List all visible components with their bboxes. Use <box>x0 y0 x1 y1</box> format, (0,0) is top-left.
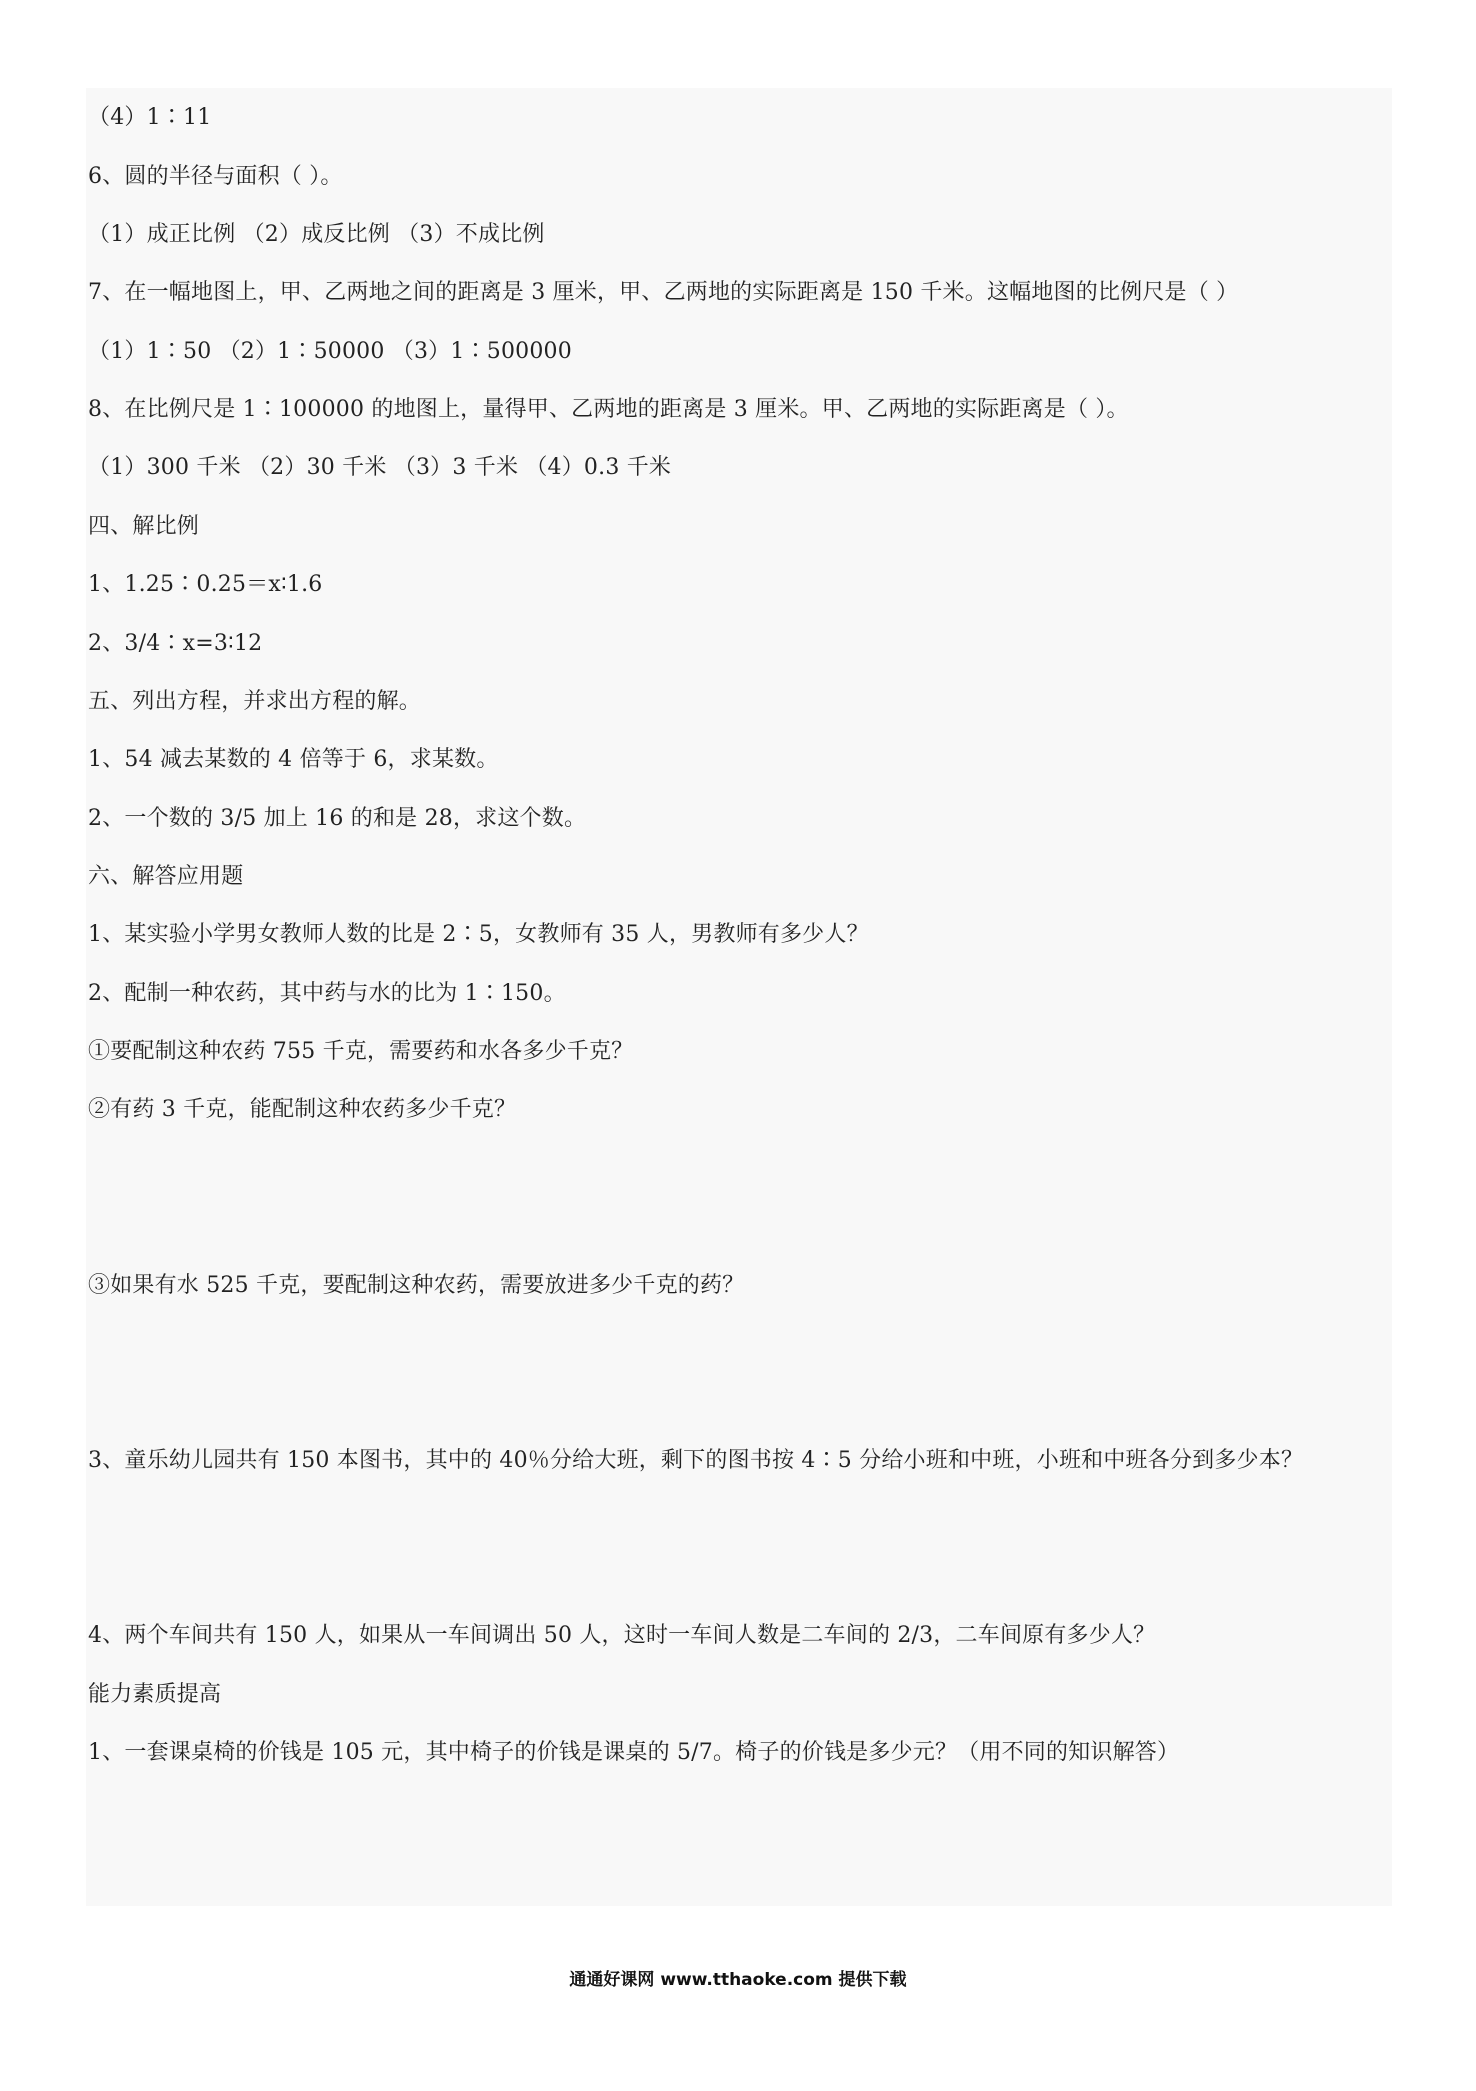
word-problem-2-part-3: ③如果有水 525 千克，要配制这种农药，需要放进多少千克的药？ <box>88 1273 745 1298</box>
word-problem-2-part-2: ②有药 3 千克，能配制这种农药多少千克？ <box>88 1097 517 1122</box>
word-problem-2: 2、配制一种农药，其中药与水的比为 1∶150。 <box>88 981 566 1006</box>
page-footer: 通通好课网 www.tthaoke.com 提供下载 <box>569 1970 907 1990</box>
equation-1: 1、54 减去某数的 4 倍等于 6，求某数。 <box>88 747 499 772</box>
question-6: 6、圆的半径与面积（ ）。 <box>88 164 343 189</box>
question-8: 8、在比例尺是 1∶100000 的地图上，量得甲、乙两地的距离是 3 厘米。甲、乙两地的实际距离是（ ）。 <box>88 397 1129 422</box>
question-8-options: （1）300 千米 （2）30 千米 （3）3 千米 （4）0.3 千米 <box>88 455 672 480</box>
option-line: （4）1∶11 <box>88 105 212 130</box>
question-7-options: （1）1∶50 （2）1∶50000 （3）1∶500000 <box>88 339 572 364</box>
proportion-1: 1、1.25∶0.25＝x∶1.6 <box>88 572 323 597</box>
word-problem-3: 3、童乐幼儿园共有 150 本图书，其中的 40％分给大班，剩下的图书按 4∶5 分给小班和中班，小班和中班各分到多少本？ <box>88 1448 1304 1473</box>
ability-problem-1: 1、一套课桌椅的价钱是 105 元，其中椅子的价钱是课桌的 5/7。椅子的价钱是多少元？（用不同的知识解答） <box>88 1740 1180 1765</box>
question-7: 7、在一幅地图上，甲、乙两地之间的距离是 3 厘米，甲、乙两地的实际距离是 150 千米。这幅地图的比例尺是（ ） <box>88 280 1239 305</box>
equation-2: 2、一个数的 3/5 加上 16 的和是 28，求这个数。 <box>88 806 587 831</box>
proportion-2: 2、3/4∶x=3∶12 <box>88 631 263 656</box>
question-6-options: （1）成正比例 （2）成反比例 （3）不成比例 <box>88 222 545 247</box>
word-problem-1: 1、某实验小学男女教师人数的比是 2∶5，女教师有 35 人，男教师有多少人？ <box>88 922 869 947</box>
section-heading-ability: 能力素质提高 <box>88 1682 222 1707</box>
word-problem-4: 4、两个车间共有 150 人，如果从一车间调出 50 人，这时一车间人数是二车间的 2/3，二车间原有多少人？ <box>88 1623 1156 1648</box>
section-heading-5: 五、列出方程，并求出方程的解。 <box>88 689 422 714</box>
section-heading-4: 四、解比例 <box>88 514 200 539</box>
word-problem-2-part-1: ①要配制这种农药 755 千克，需要药和水各多少千克？ <box>88 1039 634 1064</box>
section-heading-6: 六、解答应用题 <box>88 864 244 889</box>
